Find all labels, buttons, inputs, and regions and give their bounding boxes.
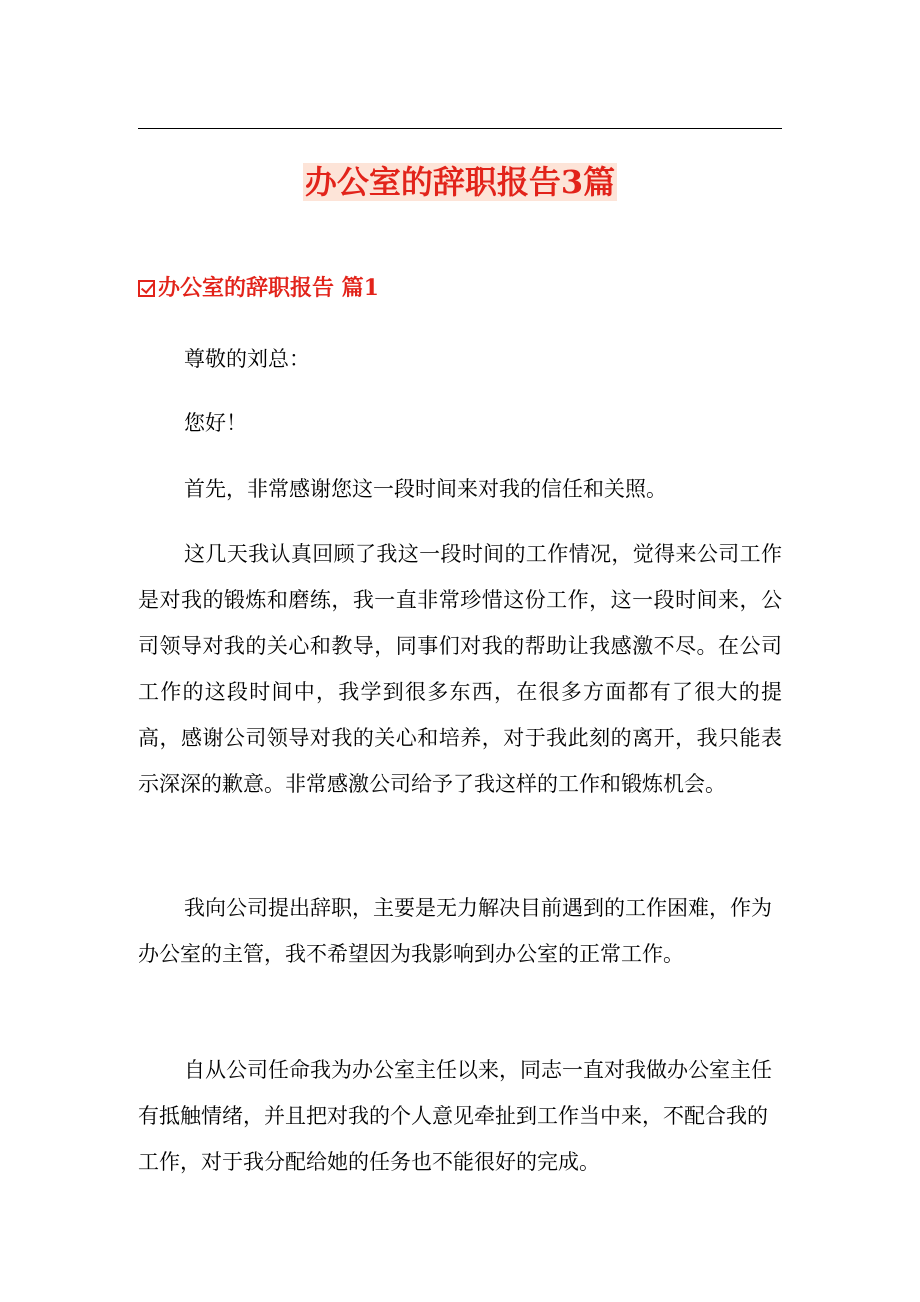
document-title-text: 办公室的辞职报告3篇	[304, 163, 616, 201]
body-paragraph: 我向公司提出辞职，主要是无力解决目前遇到的工作困难，作为办公室的主管，我不希望因为我影响到办公室的正常工作。	[138, 896, 772, 966]
body-paragraph: 首先，非常感谢您这一段时间来对我的信任和关照。	[184, 477, 667, 501]
salutation: 尊敬的刘总：	[184, 347, 310, 371]
greeting: 您好！	[184, 411, 247, 435]
body-paragraph: 这几天我认真回顾了我这一段时间的工作情况，觉得来公司工作是对我的锻炼和磨练，我一直非常珍惜这份工作，这一段时间来，公司领导对我的关心和教导，同事们对我的帮助让我感激不尽。在公司工作的这段时间中，我学到很多东西，在很多方面都有了很大的提高，感谢公司领导对我的关心和培养，对于我此刻的离开，我只能表示深深的歉意。非常感激公司给予了我这样的工作和锻炼机会。	[138, 542, 782, 796]
section-heading-text: 办公室的辞职报告 篇1	[158, 275, 379, 301]
body-paragraph: 自从公司任命我为办公室主任以来，同志一直对我做办公室主任有抵触情绪，并且把对我的个人意见牵扯到工作当中来，不配合我的工作，对于我分配给她的任务也不能很好的完成。	[138, 1058, 772, 1174]
document-title	[0, 156, 920, 208]
checkbox-checked-icon	[138, 280, 155, 297]
header-divider	[138, 128, 782, 129]
section-heading	[138, 272, 379, 304]
